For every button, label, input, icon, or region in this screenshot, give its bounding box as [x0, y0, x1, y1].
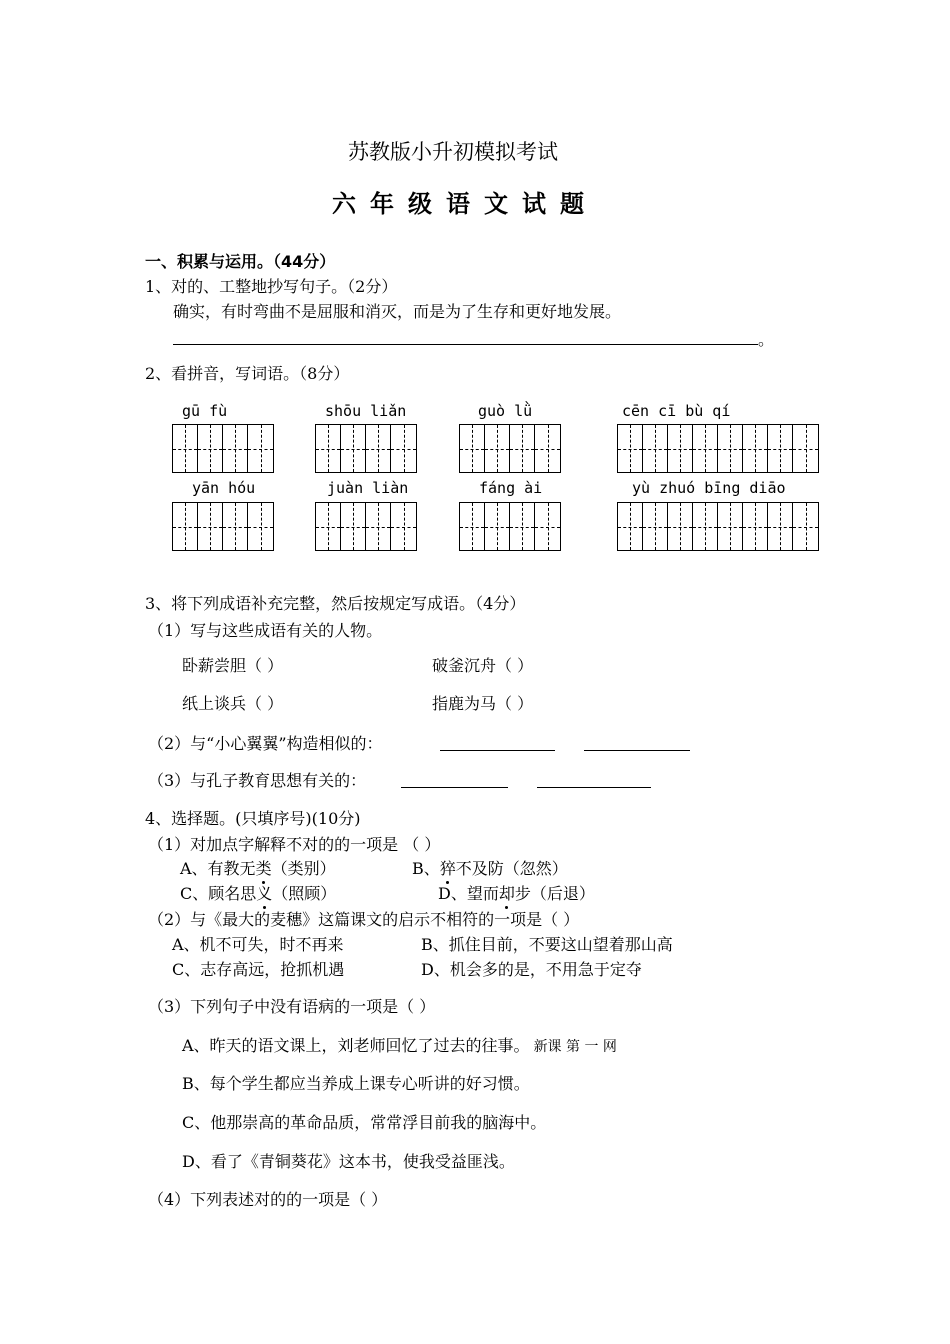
q3-sub2: （2）与“小心翼翼”构造相似的： [148, 734, 383, 753]
q4-p2-option-a[interactable]: A、机不可失，时不再来 [172, 935, 344, 954]
pinyin-4: cēn cī bù qí [622, 402, 731, 420]
char-grid-2[interactable] [315, 424, 417, 473]
char-box[interactable] [768, 425, 793, 472]
char-box[interactable] [173, 503, 198, 550]
char-box[interactable] [460, 425, 485, 472]
char-box[interactable] [793, 425, 818, 472]
char-box[interactable] [618, 503, 643, 550]
q4-p2-stem: （2）与《最大的麦穗》这篇课文的启示不相符的一项是（ ） [148, 910, 580, 929]
char-box[interactable] [316, 503, 341, 550]
q3-sub3: （3）与孔子教育思想有关的： [148, 771, 367, 790]
option-text: A、有教无 [180, 859, 256, 878]
pinyin-2: shōu liǎn [325, 402, 407, 420]
char-box[interactable] [366, 503, 391, 550]
dotted-char: 类 [255, 859, 272, 878]
char-grid-7[interactable] [459, 502, 561, 551]
char-box[interactable] [485, 503, 510, 550]
q4-p2-option-d[interactable]: D、机会多的是，不用急于定夺 [421, 960, 642, 979]
q4-p1-option-a[interactable] [180, 859, 336, 879]
option-text: 不及防（忽然） [455, 859, 568, 878]
idiom-2: 破釜沉舟（ ） [432, 656, 534, 675]
char-box[interactable] [668, 425, 693, 472]
char-box[interactable] [316, 425, 341, 472]
option-text: （类别） [271, 859, 336, 878]
option-text: B、 [412, 859, 440, 878]
option-text: C、顾名思 [180, 884, 257, 903]
q2-prompt: 2、看拼音，写词语。（8分） [145, 364, 350, 383]
char-grid-3[interactable] [459, 424, 561, 473]
char-box[interactable] [173, 425, 198, 472]
q3-prompt: 3、将下列成语补充完整，然后按规定写成语。（4分） [145, 594, 526, 613]
char-box[interactable] [248, 503, 273, 550]
char-box[interactable] [198, 425, 223, 472]
idiom-3: 纸上谈兵（ ） [182, 694, 284, 713]
q4-p3-stem: （3）下列句子中没有语病的一项是（ ） [148, 997, 436, 1016]
q4-p4-stem: （4）下列表述对的的一项是（ ） [148, 1190, 388, 1209]
q4-p3-option-b[interactable]: B、每个学生都应当养成上课专心听讲的好习惯。 [182, 1074, 530, 1093]
q1-prompt: 1、对的、工整地抄写句子。（2分） [145, 277, 398, 296]
q4-p3-option-d[interactable]: D、看了《青铜葵花》这本书，使我受益匪浅。 [182, 1152, 515, 1171]
char-box[interactable] [768, 503, 793, 550]
watermark-text: 新课 第 一 网 [533, 1039, 617, 1055]
char-box[interactable] [668, 503, 693, 550]
section-heading: 一、积累与运用。（44分） [145, 252, 336, 271]
pinyin-3: guò lǜ [478, 402, 533, 420]
char-box[interactable] [485, 425, 510, 472]
q1-answer-line[interactable] [173, 344, 758, 345]
char-box[interactable] [341, 503, 366, 550]
exam-title: 苏教版小升初模拟考试 [348, 140, 558, 164]
char-box[interactable] [535, 425, 560, 472]
char-box[interactable] [793, 503, 818, 550]
char-box[interactable] [718, 503, 743, 550]
q1-sentence: 确实，有时弯曲不是屈服和消灭，而是为了生存和更好地发展。 [173, 302, 622, 321]
char-box[interactable] [366, 425, 391, 472]
char-grid-4[interactable] [617, 424, 819, 473]
dotted-char: 却 [498, 884, 515, 903]
char-box[interactable] [693, 503, 718, 550]
q3-sub2-answer-line-2[interactable] [584, 750, 690, 751]
char-grid-6[interactable] [315, 502, 417, 551]
q4-prompt: 4、选择题。(只填序号)(10分) [145, 809, 361, 828]
option-text: D、望而 [438, 884, 499, 903]
pinyin-8: yù zhuó bīng diāo [632, 479, 786, 497]
q3-sub3-answer-line-1[interactable] [401, 787, 508, 788]
dotted-char: 义 [256, 884, 273, 903]
dotted-char: 猝 [439, 859, 456, 878]
q4-p3-option-c[interactable]: C、他那崇高的革命品质，常常浮目前我的脑海中。 [182, 1113, 547, 1132]
q1-end-mark: 。 [758, 330, 775, 349]
char-box[interactable] [693, 425, 718, 472]
q4-p1-option-c[interactable] [180, 884, 336, 904]
char-box[interactable] [460, 503, 485, 550]
char-box[interactable] [510, 503, 535, 550]
char-grid-1[interactable] [172, 424, 274, 473]
q3-sub1: （1）写与这些成语有关的人物。 [148, 621, 383, 640]
q4-p1-stem: （1）对加点字解释不对的的一项是 （ ） [148, 835, 441, 854]
char-box[interactable] [391, 425, 416, 472]
char-box[interactable] [718, 425, 743, 472]
char-box[interactable] [198, 503, 223, 550]
exam-subtitle: 六年级语文试题 [332, 190, 598, 218]
option-text: A、昨天的语文课上，刘老师回忆了过去的往事。 [182, 1036, 530, 1055]
idiom-1: 卧薪尝胆（ ） [182, 656, 284, 675]
q4-p2-option-c[interactable]: C、志存高远，抢抓机遇 [172, 960, 345, 979]
pinyin-5: yān hóu [192, 479, 256, 497]
char-box[interactable] [248, 425, 273, 472]
q4-p2-option-b[interactable]: B、抓住目前，不要这山望着那山高 [421, 935, 673, 954]
idiom-4: 指鹿为马（ ） [432, 694, 534, 713]
char-grid-5[interactable] [172, 502, 274, 551]
option-text: （照顾） [272, 884, 337, 903]
q4-p3-option-a[interactable] [182, 1036, 617, 1057]
option-text: 步（后退） [514, 884, 595, 903]
char-box[interactable] [223, 425, 248, 472]
char-box[interactable] [643, 503, 668, 550]
pinyin-6: juàn liàn [327, 479, 409, 497]
char-box[interactable] [643, 425, 668, 472]
char-box[interactable] [510, 425, 535, 472]
char-box[interactable] [743, 503, 768, 550]
char-box[interactable] [618, 425, 643, 472]
char-box[interactable] [391, 503, 416, 550]
q3-sub3-answer-line-2[interactable] [537, 787, 651, 788]
pinyin-1: gū fù [182, 402, 228, 420]
char-box[interactable] [223, 503, 248, 550]
char-box[interactable] [535, 503, 560, 550]
char-box[interactable] [743, 425, 768, 472]
pinyin-7: fáng ài [479, 479, 543, 497]
q4-p1-option-d[interactable] [438, 884, 595, 904]
q3-sub2-answer-line-1[interactable] [440, 750, 555, 751]
q4-p1-option-b[interactable] [412, 859, 568, 879]
char-grid-8[interactable] [617, 502, 819, 551]
char-box[interactable] [341, 425, 366, 472]
